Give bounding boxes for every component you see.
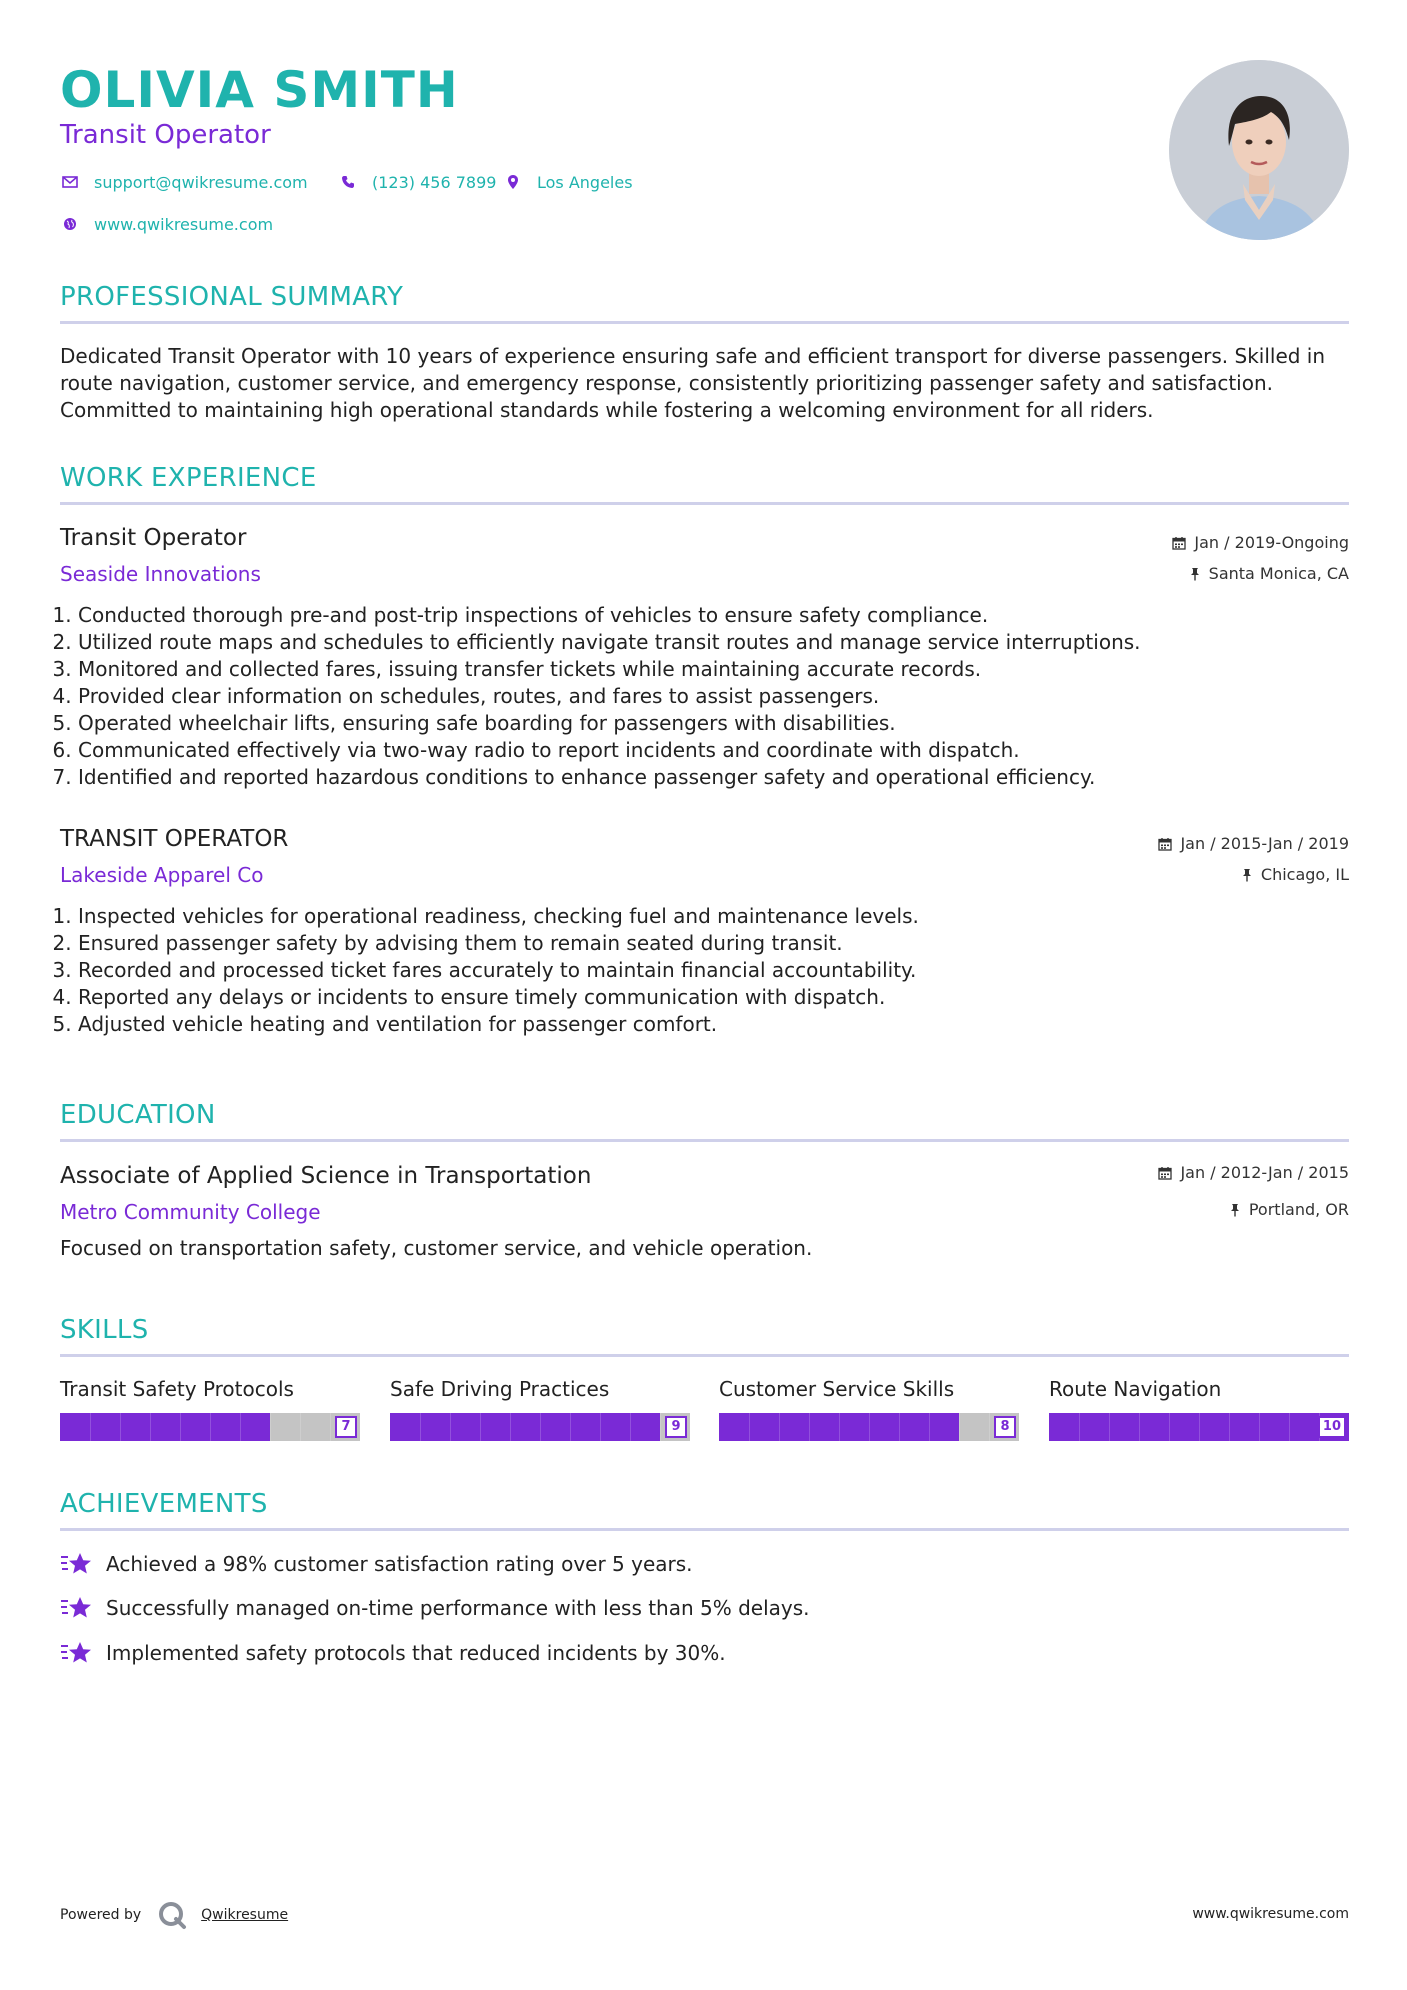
skill-4-name: Route Navigation	[1049, 1377, 1222, 1401]
skill-bar-divider	[570, 1413, 571, 1441]
skill-bar-divider	[660, 1413, 661, 1441]
education-dates-text: Jan / 2012-Jan / 2015	[1180, 1163, 1349, 1182]
skill-bar-divider	[839, 1413, 840, 1441]
contact-phone[interactable]	[338, 172, 496, 192]
contact-email[interactable]	[60, 172, 308, 192]
education-description: Focused on transportation safety, customer service, and vehicle operation.	[60, 1236, 813, 1260]
job-1-dates-text: Jan / 2019-Ongoing	[1194, 533, 1349, 552]
pushpin-icon	[1189, 567, 1201, 581]
education-dates	[1158, 1162, 1349, 1184]
footer-powered-by	[60, 1900, 288, 1930]
job-2-title: TRANSIT OPERATOR	[60, 826, 289, 852]
experience-heading: WORK EXPERIENCE	[60, 463, 317, 493]
skill-bar-divider	[1109, 1413, 1110, 1441]
list-item: 2. Utilized route maps and schedules to efficiently navigate transit routes and manage service interruptions.	[78, 629, 1348, 656]
profile-photo	[1169, 60, 1349, 240]
achievement-text: Successfully managed on-time performance with less than 5% delays.	[106, 1596, 810, 1620]
achievement-item	[60, 1640, 726, 1666]
skill-bar-fill	[60, 1413, 270, 1441]
skill-bar-divider	[600, 1413, 601, 1441]
skill-4-level: 10	[1318, 1416, 1346, 1438]
list-item: 3. Recorded and processed ticket fares accurately to maintain financial accountability.	[78, 957, 1348, 984]
skills-heading: SKILLS	[60, 1315, 149, 1345]
skill-bar-divider	[420, 1413, 421, 1441]
summary-heading: PROFESSIONAL SUMMARY	[60, 282, 404, 312]
skill-1-name: Transit Safety Protocols	[60, 1377, 294, 1401]
education-location-text: Portland, OR	[1248, 1200, 1349, 1219]
contact-website[interactable]	[60, 214, 273, 234]
skill-2-bar	[390, 1413, 690, 1441]
skill-1-bar	[60, 1413, 360, 1441]
envelope-icon	[60, 172, 80, 192]
list-item: 6. Communicated effectively via two-way radio to report incidents and coordinate with dispatch.	[78, 737, 1348, 764]
summary-divider	[60, 321, 1349, 324]
experience-divider	[60, 502, 1349, 505]
skill-2-name: Safe Driving Practices	[390, 1377, 610, 1401]
skill-bar-divider	[120, 1413, 121, 1441]
education-divider	[60, 1139, 1349, 1142]
skill-bar-divider	[899, 1413, 900, 1441]
job-1-location-text: Santa Monica, CA	[1208, 564, 1349, 583]
brand-link[interactable]: Qwikresume	[201, 1907, 289, 1923]
job-1-title: Transit Operator	[60, 525, 247, 551]
skill-3-level: 8	[994, 1416, 1016, 1438]
skill-bar-divider	[210, 1413, 211, 1441]
calendar-icon	[1158, 1166, 1172, 1180]
summary-text: Dedicated Transit Operator with 10 years of experience ensuring safe and efficient transport for diverse passengers. Skilled in route navigation, customer service, and emergency response, consistently prioritizing passenger safety and satisfaction. Committed to maintaining high operational standards while fostering a welcoming environment for all riders.	[60, 344, 1326, 422]
achievement-text: Implemented safety protocols that reduced incidents by 30%.	[106, 1641, 726, 1665]
star-icon	[60, 1551, 92, 1577]
calendar-icon	[1158, 837, 1172, 851]
skill-bar-divider	[270, 1413, 271, 1441]
skill-bar-divider	[929, 1413, 930, 1441]
skill-3-name: Customer Service Skills	[719, 1377, 955, 1401]
pushpin-icon	[1229, 1203, 1241, 1217]
achievement-item	[60, 1595, 810, 1621]
job-1-company: Seaside Innovations	[60, 562, 261, 586]
job-2-dates-text: Jan / 2015-Jan / 2019	[1180, 834, 1349, 853]
skill-bar-divider	[450, 1413, 451, 1441]
list-item: 7. Identified and reported hazardous conditions to enhance passenger safety and operational efficiency.	[78, 764, 1348, 791]
list-item: 1. Conducted thorough pre-and post-trip inspections of vehicles to ensure safety compliance.	[78, 602, 1348, 629]
skill-bar-divider	[809, 1413, 810, 1441]
list-item: 5. Operated wheelchair lifts, ensuring safe boarding for passengers with disabilities.	[78, 710, 1348, 737]
location-text: Los Angeles	[537, 172, 633, 192]
list-item: 1. Inspected vehicles for operational readiness, checking fuel and maintenance levels.	[78, 903, 1348, 930]
skill-4-bar	[1049, 1413, 1349, 1441]
skill-3-bar	[719, 1413, 1019, 1441]
skill-bar-divider	[1139, 1413, 1140, 1441]
skill-bar-divider	[749, 1413, 750, 1441]
skill-bar-divider	[630, 1413, 631, 1441]
skill-bar-divider	[480, 1413, 481, 1441]
skill-bar-divider	[959, 1413, 960, 1441]
job-1-dates	[1172, 532, 1349, 554]
calendar-icon	[1172, 536, 1186, 550]
globe-icon	[60, 214, 80, 234]
skill-bar-divider	[150, 1413, 151, 1441]
skill-bar-fill	[390, 1413, 660, 1441]
skill-bar-divider	[180, 1413, 181, 1441]
map-pin-icon	[503, 172, 523, 192]
list-item: 2. Ensured passenger safety by advising them to remain seated during transit.	[78, 930, 1348, 957]
skill-bar-divider	[510, 1413, 511, 1441]
star-icon	[60, 1640, 92, 1666]
job-1-location	[1189, 563, 1349, 585]
skill-bar-divider	[1169, 1413, 1170, 1441]
skill-bar-divider	[330, 1413, 331, 1441]
contact-location	[503, 172, 633, 192]
skills-divider	[60, 1354, 1349, 1357]
skill-bar-divider	[779, 1413, 780, 1441]
skill-bar-divider	[300, 1413, 301, 1441]
qwikresume-logo	[157, 1900, 187, 1930]
education-location	[1229, 1199, 1349, 1221]
achievement-item	[60, 1551, 693, 1577]
skill-bar-divider	[1259, 1413, 1260, 1441]
skill-bar-divider	[1289, 1413, 1290, 1441]
achievement-text: Achieved a 98% customer satisfaction rating over 5 years.	[106, 1552, 693, 1576]
phone-text: (123) 456 7899	[372, 172, 497, 192]
education-heading: EDUCATION	[60, 1100, 216, 1130]
list-item: 3. Monitored and collected fares, issuing transfer tickets while maintaining accurate records.	[78, 656, 1348, 683]
achievements-divider	[60, 1528, 1349, 1531]
skill-bar-divider	[540, 1413, 541, 1441]
pushpin-icon	[1241, 868, 1253, 882]
achievements-heading: ACHIEVEMENTS	[60, 1489, 268, 1519]
powered-by-label: Powered by	[60, 1907, 142, 1923]
skill-bar-divider	[240, 1413, 241, 1441]
job-2-bullets	[48, 903, 1348, 1038]
footer-website[interactable]: www.qwikresume.com	[1192, 1906, 1349, 1922]
job-2-location	[1241, 864, 1349, 886]
skill-2-level: 9	[665, 1416, 687, 1438]
skill-bar-divider	[1079, 1413, 1080, 1441]
education-degree: Associate of Applied Science in Transportation	[60, 1163, 592, 1189]
phone-icon	[338, 172, 358, 192]
job-1-bullets	[48, 602, 1348, 791]
list-item: 4. Reported any delays or incidents to ensure timely communication with dispatch.	[78, 984, 1348, 1011]
candidate-name: OLIVIA SMITH	[60, 61, 459, 119]
skill-bar-divider	[989, 1413, 990, 1441]
candidate-role: Transit Operator	[60, 120, 271, 150]
job-2-dates	[1158, 833, 1349, 855]
skill-bar-divider	[1199, 1413, 1200, 1441]
job-2-company: Lakeside Apparel Co	[60, 863, 264, 887]
star-icon	[60, 1595, 92, 1621]
skill-bar-divider	[869, 1413, 870, 1441]
website-text: www.qwikresume.com	[94, 214, 274, 234]
skill-bar-divider	[90, 1413, 91, 1441]
skill-1-level: 7	[335, 1416, 357, 1438]
email-text: support@qwikresume.com	[94, 172, 308, 192]
job-2-location-text: Chicago, IL	[1260, 865, 1349, 884]
list-item: 4. Provided clear information on schedules, routes, and fares to assist passengers.	[78, 683, 1348, 710]
education-school: Metro Community College	[60, 1200, 321, 1224]
skill-bar-divider	[1229, 1413, 1230, 1441]
list-item: 5. Adjusted vehicle heating and ventilation for passenger comfort.	[78, 1011, 1348, 1038]
